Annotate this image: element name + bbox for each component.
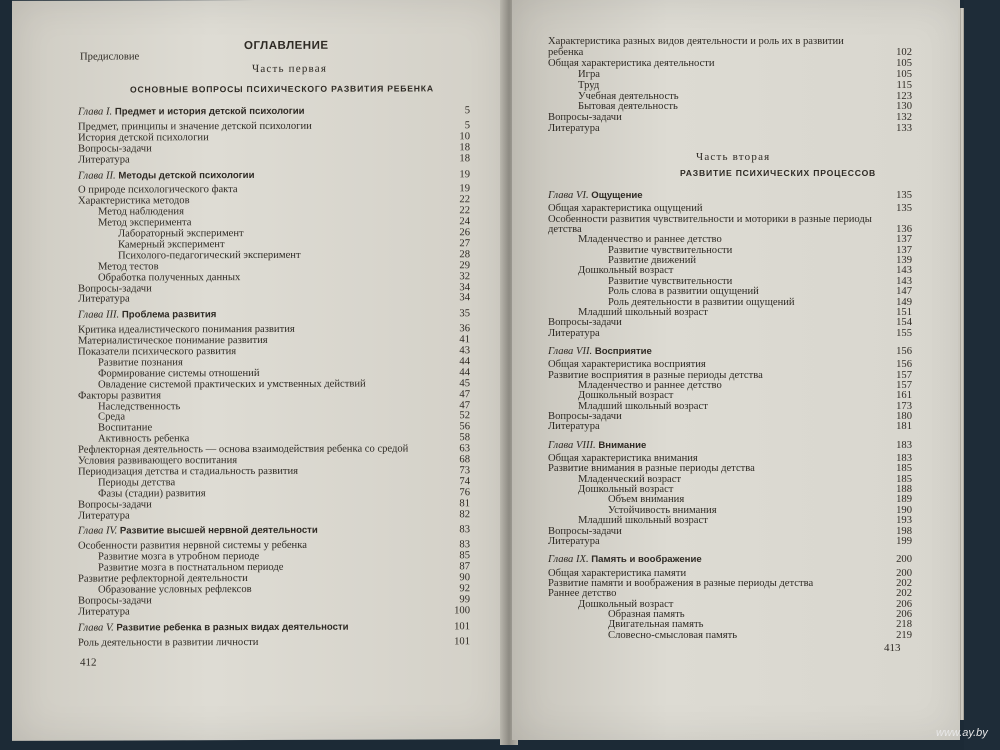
toc-page-number: 219 xyxy=(896,629,912,641)
toc-entry: Вопросы-задачи xyxy=(548,112,622,124)
toc-entry: Литература xyxy=(78,154,130,166)
toc-page-number: 185 xyxy=(896,473,912,485)
toc-page-number: 34 xyxy=(459,281,470,293)
toc-entry: детства xyxy=(548,224,582,236)
toc-entry: Младший школьный возраст xyxy=(578,515,708,527)
toc-page-number: 27 xyxy=(459,238,470,250)
toc-entry: Наследственность xyxy=(98,400,181,413)
toc-entry: Развитие памяти и воображения в разные периоды детства xyxy=(548,577,814,589)
toc-page-number: 156 xyxy=(896,345,912,357)
toc-entry: Периоды детства xyxy=(98,477,176,489)
toc-page-number: 135 xyxy=(896,190,912,201)
toc-page-number: 101 xyxy=(454,620,470,632)
toc-page-number: 32 xyxy=(459,270,470,282)
toc-page-number: 155 xyxy=(896,327,912,339)
toc-chapter-title: Память и воображение xyxy=(591,554,702,566)
toc-entry: Вопросы-задачи xyxy=(78,282,152,295)
toc-entry: Литература xyxy=(78,606,130,618)
toc-chapter-number: Глава I. xyxy=(78,106,115,118)
toc-page-number: 83 xyxy=(459,524,470,536)
toc-entry: Младенчество и раннее детство xyxy=(578,234,722,246)
toc-entry: Вопросы-задачи xyxy=(548,411,622,422)
toc-entry: Литература xyxy=(548,327,600,339)
toc-chapter-number: Глава III. xyxy=(78,309,122,321)
toc-entry: Словесно-смысловая память xyxy=(608,629,738,641)
toc-page-number: 193 xyxy=(896,515,912,527)
toc-entry: Развитие восприятия в разные периоды детства xyxy=(548,369,763,381)
toc-page-number: 115 xyxy=(896,79,912,91)
toc-page-number: 74 xyxy=(459,476,470,488)
toc-chapter-title: Развитие ребенка в разных видах деятельности xyxy=(116,621,349,634)
toc-chapter-heading xyxy=(548,554,702,566)
toc-entry: Общая характеристика ощущений xyxy=(548,203,703,215)
toc-chapter-heading xyxy=(78,170,254,183)
toc-page-number: 181 xyxy=(896,421,912,433)
toc-page-number: 143 xyxy=(896,265,912,277)
toc-page-number: 198 xyxy=(896,525,912,537)
toc-entry: Лабораторный эксперимент xyxy=(118,228,244,240)
toc-page-number: 26 xyxy=(459,227,470,239)
toc-entry: Камерный эксперимент xyxy=(118,239,225,251)
watermark: www.ay.by xyxy=(936,727,988,739)
toc-page-number: 183 xyxy=(896,439,912,451)
toc-page-number: 180 xyxy=(896,411,912,422)
toc-entry: Развитие чувствительности xyxy=(608,244,733,256)
toc-entry: Общая характеристика деятельности xyxy=(548,57,715,69)
right-page xyxy=(512,0,960,740)
toc-page-number: 132 xyxy=(896,112,912,124)
toc-entry: Овладение системой практических и умственных действий xyxy=(98,378,366,391)
toc-page-number: 136 xyxy=(896,224,912,236)
toc-page-number: 41 xyxy=(459,334,470,346)
toc-entry: Особенности развития нервной системы у ребенка xyxy=(78,540,307,552)
toc-page-number: 99 xyxy=(459,594,470,606)
page-number-right: 413 xyxy=(884,642,901,654)
toc-page-number: 202 xyxy=(896,577,912,589)
toc-entry: Вопросы-задачи xyxy=(78,595,152,607)
toc-entry: Литература xyxy=(548,123,600,135)
toc-entry: Литература xyxy=(78,509,130,522)
toc-entry: Характеристика методов xyxy=(78,195,190,207)
toc-page-number: 36 xyxy=(459,323,470,335)
toc-page-number: 22 xyxy=(459,205,470,217)
toc-entry: Вопросы-задачи xyxy=(78,143,152,155)
toc-page-number: 47 xyxy=(459,399,470,411)
toc-page-number: 151 xyxy=(896,306,912,318)
toc-entry: Вопросы-задачи xyxy=(78,498,152,511)
toc-chapter-heading xyxy=(78,106,305,119)
toc-entry: Развитие познания xyxy=(98,357,183,369)
toc-page-number: 47 xyxy=(459,388,470,400)
toc-entry: Раннее детство xyxy=(548,588,617,600)
toc-page-number: 58 xyxy=(459,432,470,444)
toc-page-number: 156 xyxy=(896,359,912,371)
toc-chapter-heading xyxy=(548,440,646,452)
toc-page-number: 87 xyxy=(459,561,470,573)
toc-entry: Общая характеристика внимания xyxy=(548,453,698,465)
toc-entry: Развитие чувствительности xyxy=(608,275,733,287)
toc-page-number: 92 xyxy=(459,583,470,595)
toc-entry: Дошкольный возраст xyxy=(578,390,674,402)
toc-page-number: 56 xyxy=(459,421,470,433)
toc-entry: Младший школьный возраст xyxy=(578,306,708,318)
toc-page-number: 157 xyxy=(896,379,912,391)
toc-chapter-heading xyxy=(78,309,216,321)
toc-page-number: 137 xyxy=(896,244,912,256)
toc-page-number: 202 xyxy=(896,588,912,600)
toc-entry: Развитие мозга в утробном периоде xyxy=(98,551,260,563)
toc-page-number: 5 xyxy=(464,105,470,117)
contents-title: ОГЛАВЛЕНИЕ xyxy=(244,39,329,53)
toc-entry: Общая характеристика памяти xyxy=(548,567,687,579)
toc-page-number: 90 xyxy=(459,572,470,584)
toc-page-number: 10 xyxy=(459,131,470,143)
toc-page-number: 82 xyxy=(459,508,470,520)
toc-page-number: 5 xyxy=(464,120,470,132)
toc-chapter-heading xyxy=(78,525,318,538)
toc-entry: Периодизация детства и стадиальность развития xyxy=(78,465,299,478)
toc-page-number: 147 xyxy=(896,286,912,298)
toc-entry: Роль слова в развитии ощущений xyxy=(608,286,759,298)
toc-page-number: 157 xyxy=(896,369,912,381)
toc-chapter-heading xyxy=(548,190,643,202)
toc-chapter-heading xyxy=(548,346,652,358)
toc-entry: Образование условных рефлексов xyxy=(98,583,252,596)
toc-chapter-title: Развитие высшей нервной деятельности xyxy=(119,525,318,537)
toc-entry: Предмет, принципы и значение детской психологии xyxy=(78,120,312,133)
toc-page-number: 68 xyxy=(459,454,470,466)
toc-entry: Метод тестов xyxy=(98,261,159,273)
toc-page-number: 102 xyxy=(896,46,912,58)
toc-page-number: 83 xyxy=(459,539,470,551)
toc-entry: Развитие внимания в разные периоды детства xyxy=(548,463,755,475)
toc-chapter-heading xyxy=(78,621,349,634)
toc-chapter-number: Глава VIII. xyxy=(548,439,599,451)
toc-chapter-number: Глава II. xyxy=(78,169,119,182)
toc-entry: Младший школьный возраст xyxy=(578,400,708,412)
toc-entry: Вопросы-задачи xyxy=(548,525,622,537)
toc-page-number: 52 xyxy=(459,410,470,422)
toc-page-number: 200 xyxy=(896,567,912,579)
toc-page-number: 199 xyxy=(896,535,912,547)
toc-page-number: 28 xyxy=(459,249,470,261)
toc-page-number: 149 xyxy=(896,296,912,308)
toc-page-number: 81 xyxy=(459,497,470,509)
toc-entry: Материалистическое понимание развития xyxy=(78,335,268,347)
toc-page-number: 206 xyxy=(896,598,912,610)
toc-entry: Дошкольный возраст xyxy=(578,484,674,496)
toc-chapter-number: Глава IV. xyxy=(78,525,120,538)
toc-page-number: 154 xyxy=(896,317,912,329)
toc-page-number: 137 xyxy=(896,234,912,246)
toc-chapter-number: Глава VI. xyxy=(548,190,592,201)
toc-entry: Активность ребенка xyxy=(98,433,190,445)
toc-page-number: 190 xyxy=(896,504,912,516)
toc-page-number: 43 xyxy=(459,345,470,357)
toc-entry: Дошкольный возраст xyxy=(578,265,674,277)
toc-entry: Метод эксперимента xyxy=(98,217,192,229)
toc-page-number: 100 xyxy=(454,604,470,617)
toc-page-number: 19 xyxy=(459,183,470,195)
toc-entry: Объем внимания xyxy=(608,494,685,506)
toc-entry: Литература xyxy=(548,535,600,547)
toc-page-number: 185 xyxy=(896,463,912,475)
toc-page-number: 206 xyxy=(896,608,912,620)
part-two-label: Часть вторая xyxy=(696,151,771,163)
toc-page-number: 76 xyxy=(459,486,470,498)
toc-page-number: 130 xyxy=(896,101,912,113)
toc-page-number: 44 xyxy=(459,356,470,368)
toc-page-number: 123 xyxy=(896,90,912,102)
toc-page-number: 173 xyxy=(896,400,912,412)
toc-page-number: 143 xyxy=(896,275,912,287)
toc-chapter-title: Восприятие xyxy=(594,345,652,357)
toc-entry: Образная память xyxy=(608,608,685,620)
toc-page-number: 188 xyxy=(896,484,912,496)
toc-page-number: 105 xyxy=(896,68,912,80)
toc-page-number: 133 xyxy=(896,123,912,135)
toc-chapter-title: Методы детской психологии xyxy=(118,169,255,181)
toc-entry: Среда xyxy=(98,411,126,423)
toc-entry: Особенности развития чувствительности и моторики в разные периоды xyxy=(548,213,872,225)
toc-entry: ребенка xyxy=(548,46,584,58)
toc-entry: Дошкольный возраст xyxy=(578,598,674,610)
toc-chapter-title: Предмет и история детской психологии xyxy=(114,105,305,118)
toc-entry: Метод наблюдения xyxy=(98,206,184,218)
toc-page-number: 24 xyxy=(459,216,470,228)
toc-entry: Факторы развития xyxy=(78,389,161,402)
toc-entry: Развитие мозга в постнатальном периоде xyxy=(98,562,284,574)
left-page xyxy=(12,0,506,741)
toc-entry: Рефлекторная деятельность — основа взаимодействия ребенка со средой xyxy=(78,443,409,456)
page-number-left: 412 xyxy=(80,656,97,669)
toc-page-number: 101 xyxy=(454,635,470,647)
toc-entry: Младенчество и раннее детство xyxy=(578,379,722,391)
book-cover-board xyxy=(964,0,1000,750)
toc-page-number: 189 xyxy=(896,494,912,506)
toc-page-number: 135 xyxy=(896,203,912,215)
toc-page-number: 35 xyxy=(459,308,470,320)
toc-page-number: 139 xyxy=(896,255,912,267)
toc-chapter-title: Проблема развития xyxy=(121,309,217,321)
part-one-title: ОСНОВНЫЕ ВОПРОСЫ ПСИХИЧЕСКОГО РАЗВИТИЯ РЕБЕНКА xyxy=(130,83,434,95)
part-one-label: Часть первая xyxy=(252,62,328,76)
toc-chapter-number: Глава VII. xyxy=(548,345,595,357)
toc-page-number: 45 xyxy=(459,377,470,389)
toc-entry: Воспитание xyxy=(98,422,153,434)
toc-page-number: 200 xyxy=(896,554,912,566)
toc-entry: Роль деятельности в развитии ощущений xyxy=(608,296,795,308)
toc-entry: Младенческий возраст xyxy=(578,473,682,485)
toc-page-number: 161 xyxy=(896,390,912,402)
toc-entry: Двигательная память xyxy=(608,619,704,631)
toc-entry: О природе психологического факта xyxy=(78,184,238,197)
toc-entry: Формирование системы отношений xyxy=(98,367,260,380)
toc-entry: Роль деятельности в развитии личности xyxy=(78,636,259,649)
toc-entry: Показатели психического развития xyxy=(78,346,237,358)
toc-page-number: 63 xyxy=(459,443,470,455)
toc-chapter-title: Ощущение xyxy=(591,190,643,201)
toc-entry: Игра xyxy=(578,68,600,80)
toc-page-number: 22 xyxy=(459,194,470,206)
toc-page-number: 18 xyxy=(459,152,470,164)
toc-entry: Фазы (стадии) развития xyxy=(98,487,206,500)
toc-page-number: 85 xyxy=(459,550,470,562)
toc-page-number: 29 xyxy=(459,259,470,271)
toc-entry: Общая характеристика восприятия xyxy=(548,359,706,371)
toc-page-number: 218 xyxy=(896,619,912,631)
toc-entry: Литература xyxy=(78,293,130,306)
toc-entry: Вопросы-задачи xyxy=(548,317,622,329)
toc-entry: Устойчивость внимания xyxy=(608,504,717,516)
toc-entry: История детской психологии xyxy=(78,131,209,144)
toc-entry: Труд xyxy=(578,79,600,91)
part-two-title: РАЗВИТИЕ ПСИХИЧЕСКИХ ПРОЦЕССОВ xyxy=(680,168,877,178)
toc-chapter-number: Глава IX. xyxy=(548,554,592,566)
toc-page-number: 183 xyxy=(896,453,912,465)
toc-entry: Критика идеалистического понимания развития xyxy=(78,324,295,336)
toc-entry: Литература xyxy=(548,421,600,433)
toc-entry: Бытовая деятельность xyxy=(578,101,678,113)
toc-entry: Обработка полученных данных xyxy=(98,271,241,284)
toc-entry: Характеристика разных видов деятельности и роль их в развитии xyxy=(548,36,844,47)
toc-page-number: 44 xyxy=(459,367,470,379)
toc-page-number: 105 xyxy=(896,57,912,69)
toc-entry: Условия развивающего воспитания xyxy=(78,455,238,467)
toc-entry: Психолого-педагогический эксперимент xyxy=(118,249,301,262)
toc-page-number: 18 xyxy=(459,141,470,153)
toc-entry: Учебная деятельность xyxy=(578,90,679,102)
toc-entry: Развитие движений xyxy=(608,255,697,267)
toc-page-number: 73 xyxy=(459,465,470,477)
toc-chapter-title: Внимание xyxy=(598,439,647,451)
toc-chapter-number: Глава V. xyxy=(78,622,117,634)
toc-page-number: 34 xyxy=(459,292,470,304)
preface-entry: Предисловие xyxy=(80,51,140,63)
toc-page-number: 19 xyxy=(459,168,470,180)
toc-entry: Развитие рефлекторной деятельности xyxy=(78,573,248,585)
